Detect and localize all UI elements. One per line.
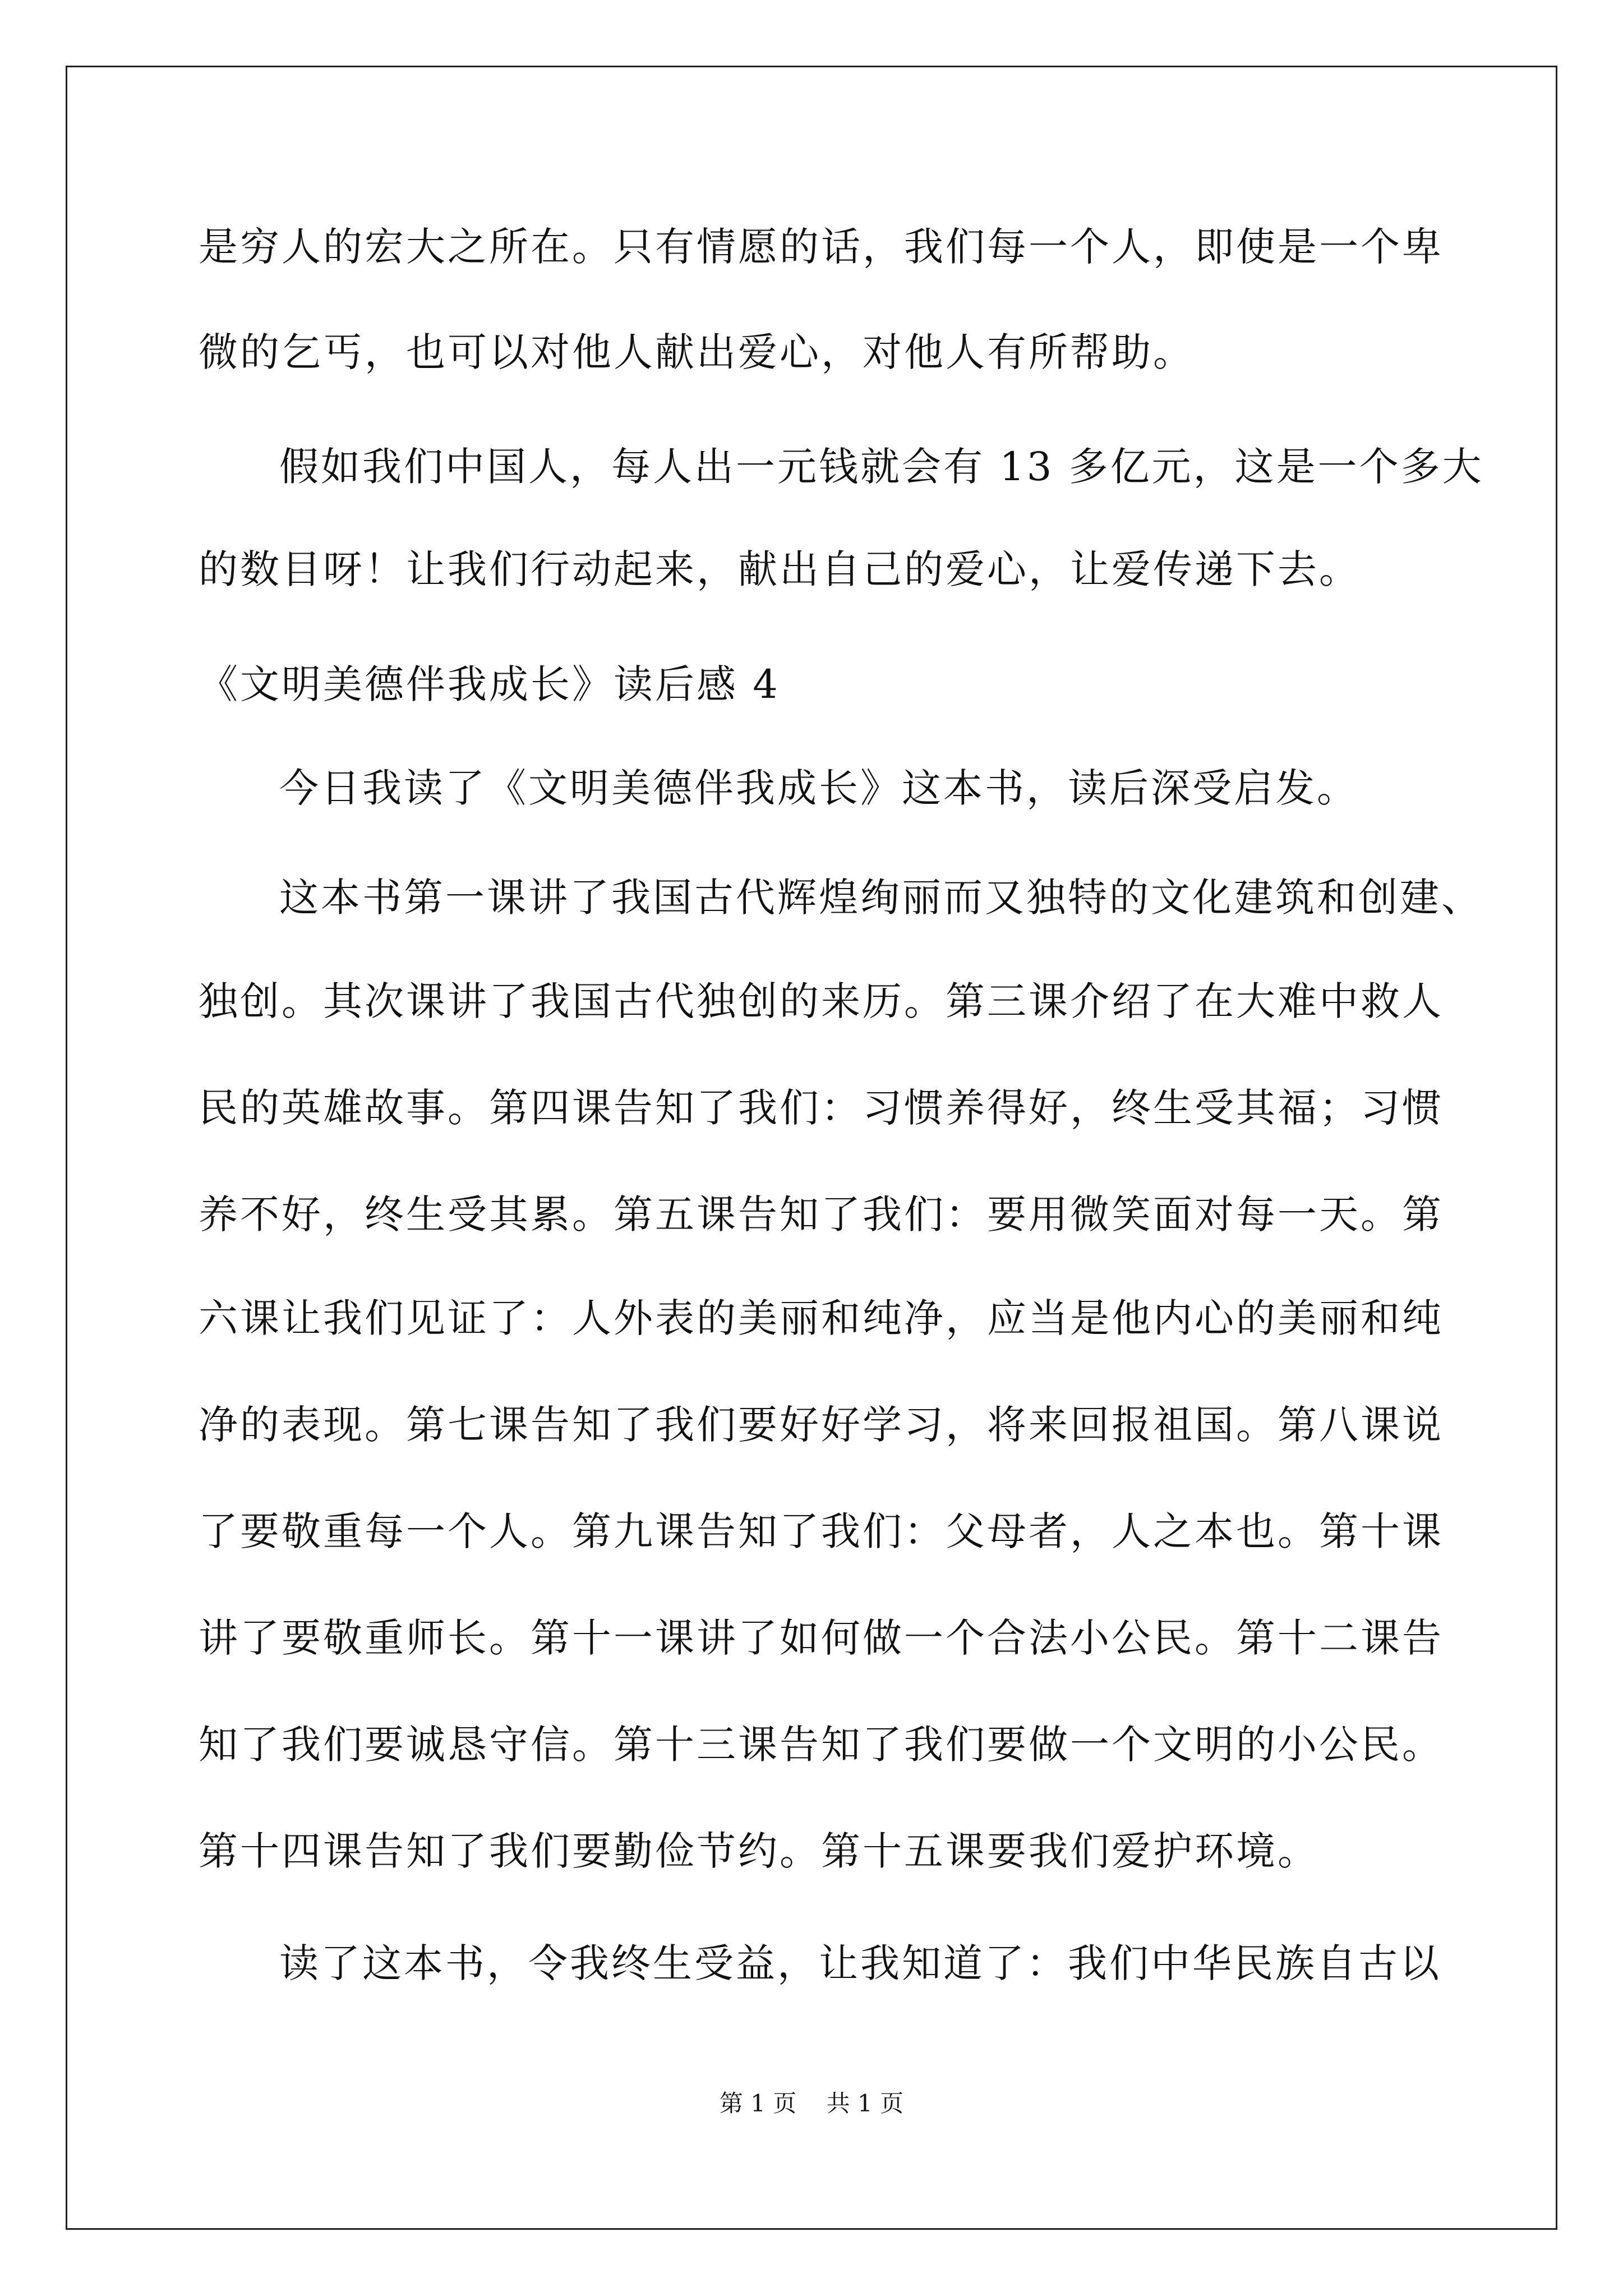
text-line-13: 了要敬重每一个人。第九课告知了我们：父母者，人之本也。第十课 [199,1508,1444,1554]
text-line-12: 净的表现。第七课告知了我们要好好学习，将来回报祖国。第八课说 [199,1402,1444,1448]
text-line-15: 知了我们要诚恳守信。第十三课告知了我们要做一个文明的小公民。 [199,1722,1444,1768]
text-line-11: 六课让我们见证了：人外表的美丽和纯净，应当是他内心的美丽和纯 [199,1295,1444,1341]
text-line-3: 假如我们中国人，每人出一元钱就会有 13 多亿元，这是一个多大 [279,444,1484,490]
text-line-8: 独创。其次课讲了我国古代独创的来历。第三课介绍了在大难中救人 [199,978,1444,1024]
text-line-1: 是穷人的宏大之所在。只有情愿的话，我们每一个人，即使是一个卑 [199,224,1444,270]
page-total: 共 1 页 [826,2090,904,2117]
text-line-16: 第十四课告知了我们要勤俭节约。第十五课要我们爱护环境。 [199,1828,1319,1874]
text-line-10: 养不好，终生受其累。第五课告知了我们：要用微笑面对每一天。第 [199,1191,1444,1237]
page-footer [0,2087,1623,2120]
text-line-17: 读了这本书，令我终生受益，让我知道了：我们中华民族自古以 [279,1940,1441,1986]
page-border [66,66,1557,2230]
text-line-7: 这本书第一课讲了我国古代辉煌绚丽而又独特的文化建筑和创建、 [279,875,1483,921]
text-line-6: 今日我读了《文明美德伴我成长》这本书，读后深受启发。 [279,765,1358,811]
text-line-4: 的数目呀！让我们行动起来，献出自己的爱心，让爱传递下去。 [199,546,1361,592]
text-line-9: 民的英雄故事。第四课告知了我们：习惯养得好，终生受其福；习惯 [199,1085,1444,1131]
page-number: 第 1 页 [719,2090,797,2117]
text-line-2: 微的乞丐，也可以对他人献出爱心，对他人有所帮助。 [199,329,1195,375]
text-line-14: 讲了要敬重师长。第十一课讲了如何做一个合法小公民。第十二课告 [199,1615,1444,1661]
section-heading: 《文明美德伴我成长》读后感 4 [199,661,780,707]
